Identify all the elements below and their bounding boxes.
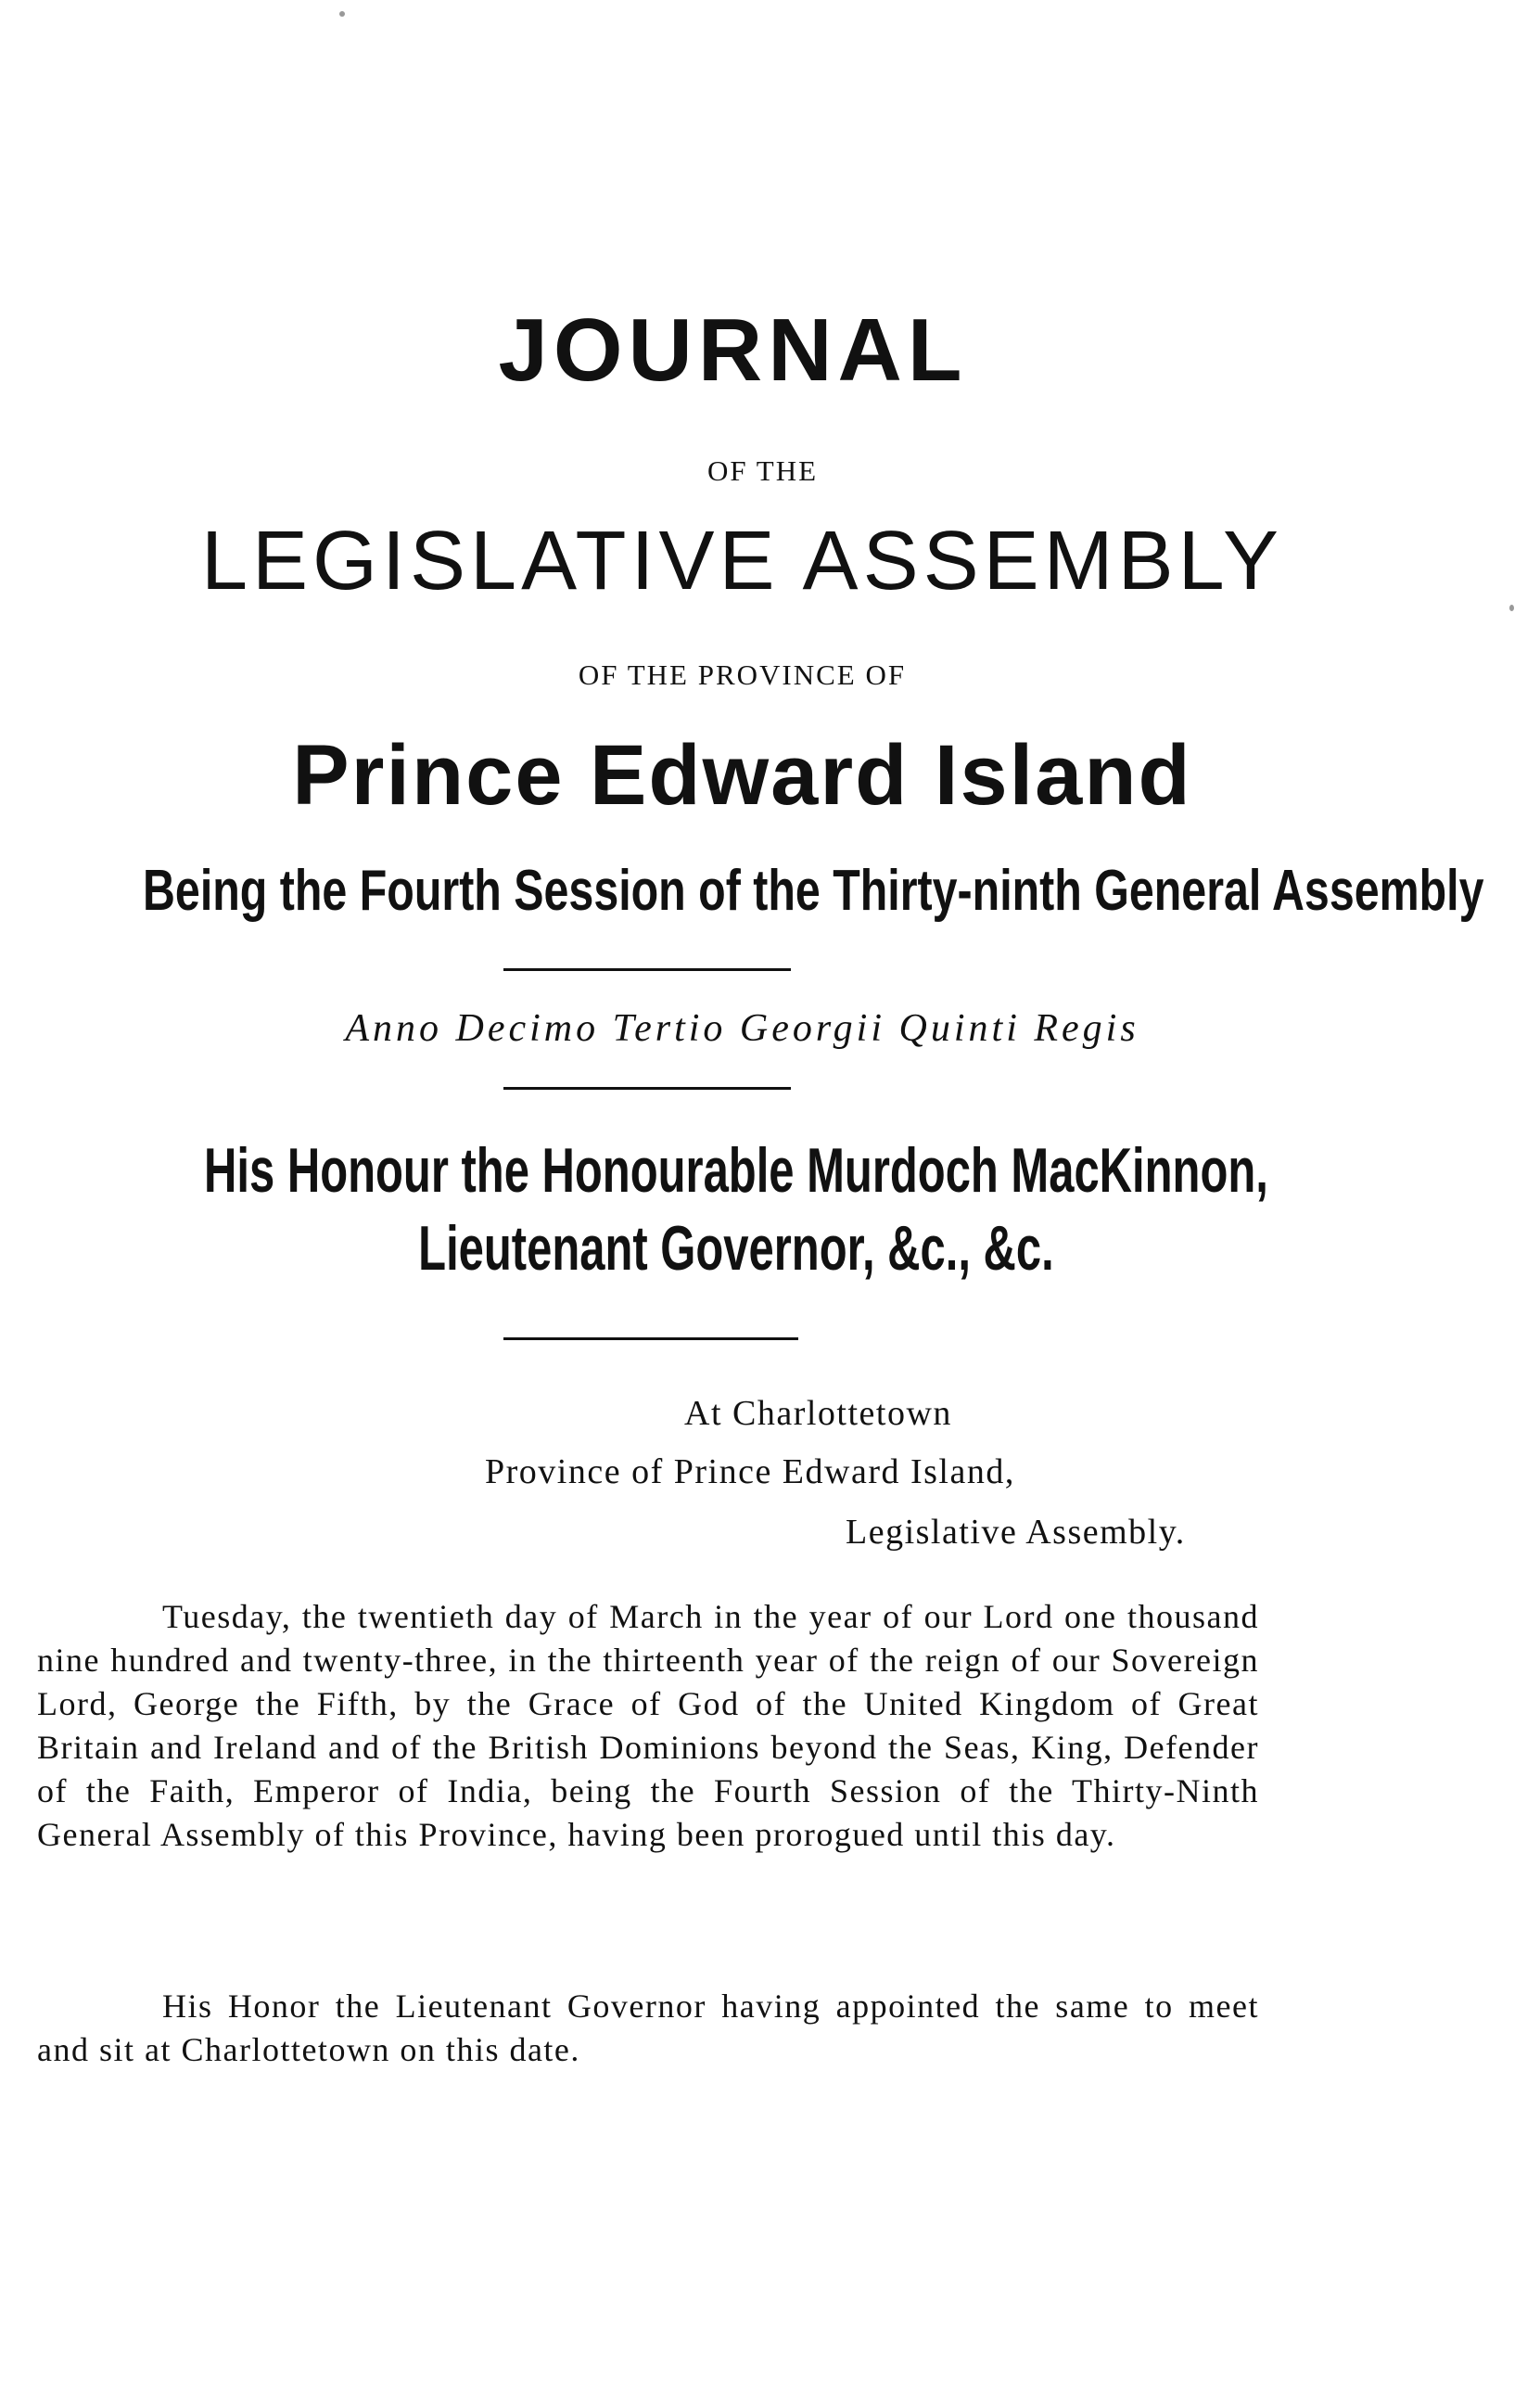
divider-rule: [503, 1337, 798, 1340]
governor-name-line: His Honour the Honourable Murdoch MacKinnon,: [204, 1135, 1268, 1206]
appointment-paragraph: His Honor the Lieutenant Governor having appointed the same to meet and sit at Charlottetown on this date.: [37, 1988, 1259, 2068]
divider-rule: [503, 1087, 791, 1090]
address-line-2: Province of Prince Edward Island,: [485, 1452, 1015, 1491]
paper-speck: [339, 11, 345, 17]
address-line-1: At Charlottetown: [684, 1394, 952, 1433]
journal-heading: JOURNAL: [498, 300, 968, 400]
paper-speck: [1509, 605, 1514, 611]
address-line-3: Legislative Assembly.: [846, 1513, 1186, 1552]
of-the-province-of-label: OF THE PROVINCE OF: [578, 658, 907, 691]
governor-title-line: Lieutenant Governor, &c., &c.: [418, 1213, 1054, 1284]
divider-rule: [503, 968, 791, 971]
session-subtitle: Being the Fourth Session of the Thirty-ninth General Assembly: [143, 859, 1484, 923]
province-name-heading: Prince Edward Island: [292, 728, 1192, 823]
latin-regnal-year: Anno Decimo Tertio Georgii Quinti Regis: [345, 1007, 1139, 1050]
opening-paragraph: Tuesday, the twentieth day of March in the year of our Lord one thousand nine hundred and twenty-three, in the thirteenth year of the reign of our Sovereign Lord, George the Fifth, by the Grace of God of the United Kingdom of Great Britain and Ireland and of the British Dominions beyond the Seas, King, Defender of the Faith, Emperor of India, being the Fourth Session of the Thirty-Ninth General Assembly of this Province, having been prorogued until this day.: [37, 1598, 1259, 1853]
of-the-label: OF THE: [706, 454, 819, 487]
legislative-assembly-heading: LEGISLATIVE ASSEMBLY: [200, 515, 1284, 607]
